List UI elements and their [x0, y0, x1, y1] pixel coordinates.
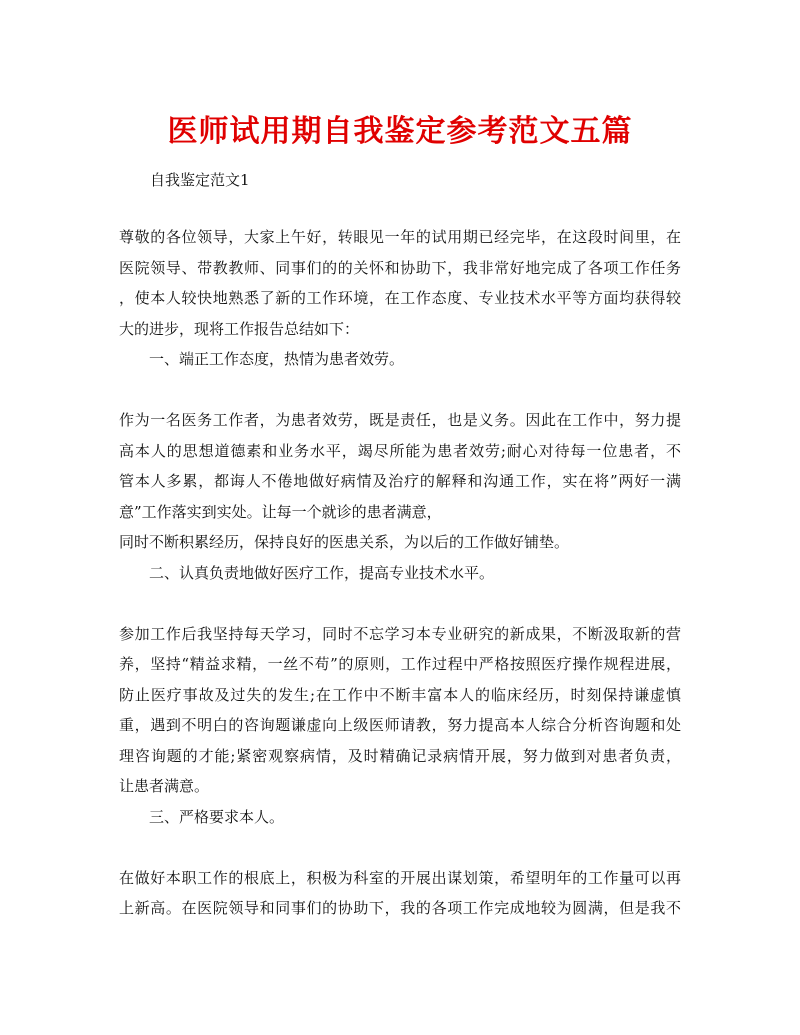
- text-line: 高本人的思想道德素和业务水平，竭尽所能为患者效劳;耐心对待每一位患者，不: [119, 441, 681, 460]
- text-line: 尊敬的各位领导，大家上午好，转眼见一年的试用期已经完毕，在这段时间里，在: [119, 228, 681, 246]
- intro-paragraph: [119, 222, 681, 344]
- text-line: 让患者满意。: [119, 777, 210, 795]
- text-line: 重，遇到不明白的咨询题谦虚向上级医师请教，努力提高本人综合分析咨询题和处: [119, 716, 681, 734]
- text-line: 医院领导、带教教师、同事们的的关怀和协助下，我非常好地完成了各项工作任务: [119, 258, 681, 277]
- text-line: 防止医疗事故及过失的发生;在工作中不断丰富本人的临床经历，时刻保持谦虚慎: [119, 685, 681, 704]
- text-line: 上新高。在医院领导和同事们的协助下，我的各项工作完成地较为圆满，但是我不: [119, 899, 681, 917]
- text-line: 在做好本职工作的根底上，积极为科室的开展出谋划策，希望明年的工作量可以再: [119, 868, 681, 887]
- document-subtitle: 自我鉴定范文1: [150, 171, 250, 189]
- text-line: 大的进步，现将工作报告总结如下：: [119, 319, 360, 338]
- section2-paragraph: [119, 619, 681, 802]
- text-line: 作为一名医务工作者，为患者效劳，既是责任，也是义务。因此在工作中，努力提: [119, 411, 681, 429]
- document-body: [119, 222, 681, 924]
- text-line: 理咨询题的才能;紧密观察病情，及时精确记录病情开展，努力做到对患者负责，: [119, 746, 681, 765]
- document-title: 医师试用期自我鉴定参考范文五篇: [167, 114, 633, 149]
- text-line: 管本人多累，都诲人不倦地做好病情及治疗的解释和沟通工作，实在将”两好一满: [119, 472, 681, 490]
- text-line: 养，坚持“精益求精，一丝不苟”的原则，工作过程中严格按照医疗操作规程进展，: [119, 655, 681, 673]
- section-heading: 二、认真负责地做好医疗工作，提高专业技术水平。: [149, 563, 495, 582]
- section1-paragraph: [119, 405, 681, 558]
- section-heading: 三、严格要求本人。: [149, 807, 285, 826]
- section-heading: 一、端正工作态度，热情为患者效劳。: [149, 350, 405, 368]
- text-line: 意”工作落实到实处。让每一个就诊的患者满意，: [119, 502, 442, 521]
- text-line: 同时不断积累经历，保持良好的医患关系，为以后的工作做好铺垫。: [119, 533, 570, 551]
- text-line: 参加工作后我坚持每天学习，同时不忘学习本专业研究的新成果，不断汲取新的营: [119, 624, 681, 643]
- text-line: ，使本人较快地熟悉了新的工作环境，在工作态度、专业技术水平等方面均获得较: [119, 289, 681, 307]
- section3-paragraph: [119, 863, 681, 924]
